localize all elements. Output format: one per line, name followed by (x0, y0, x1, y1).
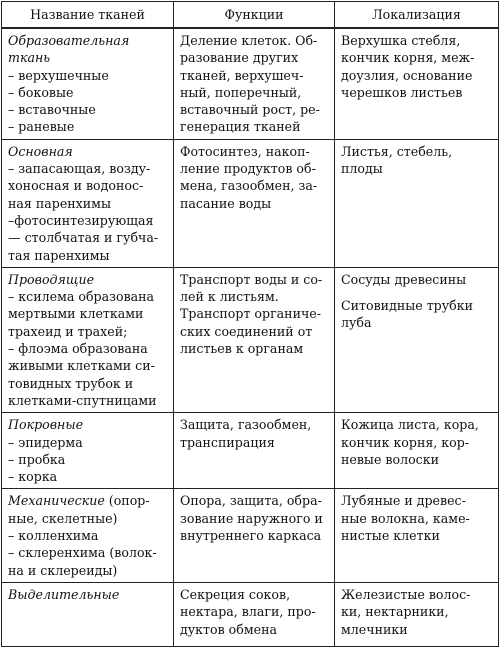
localization-cell (335, 267, 499, 412)
tissue-name: Выделительные (8, 586, 120, 602)
tissue-subtype: тая паренхимы (8, 247, 110, 263)
localization-text: кончик корня, меж- (341, 50, 475, 66)
functions-text: мена, газообмен, за- (180, 178, 318, 194)
tissue-subtype: – раневые (8, 119, 75, 135)
functions-text: транспирация (180, 434, 275, 450)
tissue-name: Образовательная (8, 33, 130, 48)
tissue-name-suffix: (опор- (104, 493, 150, 509)
localization-cell (335, 413, 499, 489)
tissue-name: Покровные (8, 417, 84, 433)
tissue-name: Основная (8, 143, 73, 159)
functions-text: ление продуктов об- (180, 161, 316, 177)
tissue-subtype: хоносная и водонос- (8, 178, 144, 194)
localization-text: ки, нектарники, (341, 604, 449, 620)
functions-text: нектара, влаги, про- (180, 604, 316, 620)
header-tissue-name: Название тканей (2, 2, 174, 29)
tissue-name: ткань (8, 50, 51, 66)
table-row (2, 139, 499, 267)
tissue-name-cell (2, 28, 174, 139)
localization-text: невые волоски (341, 451, 439, 467)
functions-text: дуктов обмена (180, 621, 277, 637)
functions-cell (174, 413, 335, 489)
tissue-subtype: ные, скелетные) (8, 510, 118, 526)
tissue-subtype: – запасающая, возду- (8, 161, 151, 177)
functions-text: ный, поперечный, (180, 84, 302, 100)
functions-text: пасание воды (180, 195, 272, 211)
localization-text: луба (341, 315, 372, 331)
localization-text: Кожица листа, кора, (341, 417, 479, 433)
localization-text: доузлия, основание (341, 67, 473, 83)
tissue-name: Проводящие (8, 271, 95, 287)
tissue-name-cell (2, 582, 174, 646)
tissue-name-cell (2, 413, 174, 489)
table-header-row (2, 2, 499, 29)
localization-text: Ситовидные трубки (341, 298, 473, 314)
functions-cell (174, 139, 335, 267)
tissue-subtype: на и склереиды) (8, 562, 118, 578)
localization-cell (335, 139, 499, 267)
functions-text: разование других (180, 50, 299, 66)
functions-text: Деление клеток. Об- (180, 33, 318, 48)
localization-text: Листья, стебель, (341, 143, 453, 159)
tissue-subtype: – склеренхима (волок- (8, 545, 157, 561)
localization-cell (335, 28, 499, 139)
functions-text: Фотосинтез, накоп- (180, 143, 310, 159)
spacer (341, 288, 492, 297)
localization-text: нистые клетки (341, 528, 440, 544)
functions-text: Секреция соков, (180, 586, 291, 602)
tissue-subtype: клетками-спутницами (8, 392, 157, 408)
localization-text: Сосуды древесины (341, 271, 467, 287)
table-row (2, 413, 499, 489)
tissue-subtype: – боковые (8, 84, 74, 100)
functions-text: Транспорт воды и со- (180, 271, 323, 287)
localization-text: плоды (341, 161, 383, 177)
tissue-subtype: трахеид и трахей; (8, 323, 128, 339)
tissue-subtype: – вставочные (8, 102, 96, 118)
localization-text: кончик корня, кор- (341, 434, 470, 450)
table-row (2, 28, 499, 139)
functions-cell (174, 489, 335, 582)
header-localization: Локализация (335, 2, 499, 29)
functions-text: ских соединений от (180, 323, 313, 339)
tissue-subtype: –фотосинтезирующая (8, 212, 154, 228)
plant-tissues-table (1, 1, 499, 647)
functions-text: вставочный рост, ре- (180, 102, 320, 118)
tissue-subtype: живыми клетками си- (8, 358, 155, 374)
header-functions: Функции (174, 2, 335, 29)
localization-text: Верхушка стебля, (341, 33, 461, 48)
localization-text: Лубяные и древес- (341, 493, 466, 509)
functions-text: зование наружного и (180, 510, 323, 526)
functions-text: генерация тканей (180, 119, 301, 135)
localization-cell (335, 582, 499, 646)
localization-text: Железистые волос- (341, 586, 471, 602)
tissue-subtype: – корка (8, 469, 58, 485)
functions-text: тканей, верхушеч- (180, 67, 304, 83)
functions-text: Опора, защита, обра- (180, 493, 322, 509)
tissue-name: Механические (8, 493, 105, 509)
tissue-name-cell (2, 267, 174, 412)
tissue-subtype: – пробка (8, 451, 66, 467)
tissue-subtype: – колленхима (8, 528, 99, 544)
localization-text: черешков листьев (341, 84, 463, 100)
functions-text: лей к листьям. (180, 289, 279, 305)
tissue-name-cell (2, 489, 174, 582)
functions-text: внутреннего каркаса (180, 528, 322, 544)
functions-text: Защита, газообмен, (180, 417, 312, 433)
functions-text: Транспорт органиче- (180, 306, 321, 322)
functions-cell (174, 267, 335, 412)
tissue-subtype: ная паренхимы (8, 195, 111, 211)
table-row (2, 267, 499, 412)
tissue-subtype: товидных трубок и (8, 375, 134, 391)
functions-cell (174, 28, 335, 139)
functions-text: листьев к органам (180, 341, 304, 357)
tissue-subtype: мертвыми клетками (8, 306, 144, 322)
tissue-subtype: – верхушечные (8, 67, 109, 83)
localization-text: ные волокна, камe- (341, 510, 470, 526)
functions-cell (174, 582, 335, 646)
tissue-subtype: – ксилема образована (8, 289, 155, 305)
tissue-subtype: — столбчатая и губча- (8, 230, 159, 246)
table-row (2, 489, 499, 582)
localization-cell (335, 489, 499, 582)
localization-text: млечники (341, 621, 408, 637)
tissue-name-cell (2, 139, 174, 267)
tissue-subtype: – эпидерма (8, 434, 83, 450)
table-row (2, 582, 499, 646)
tissue-subtype: – флоэма образована (8, 341, 148, 357)
